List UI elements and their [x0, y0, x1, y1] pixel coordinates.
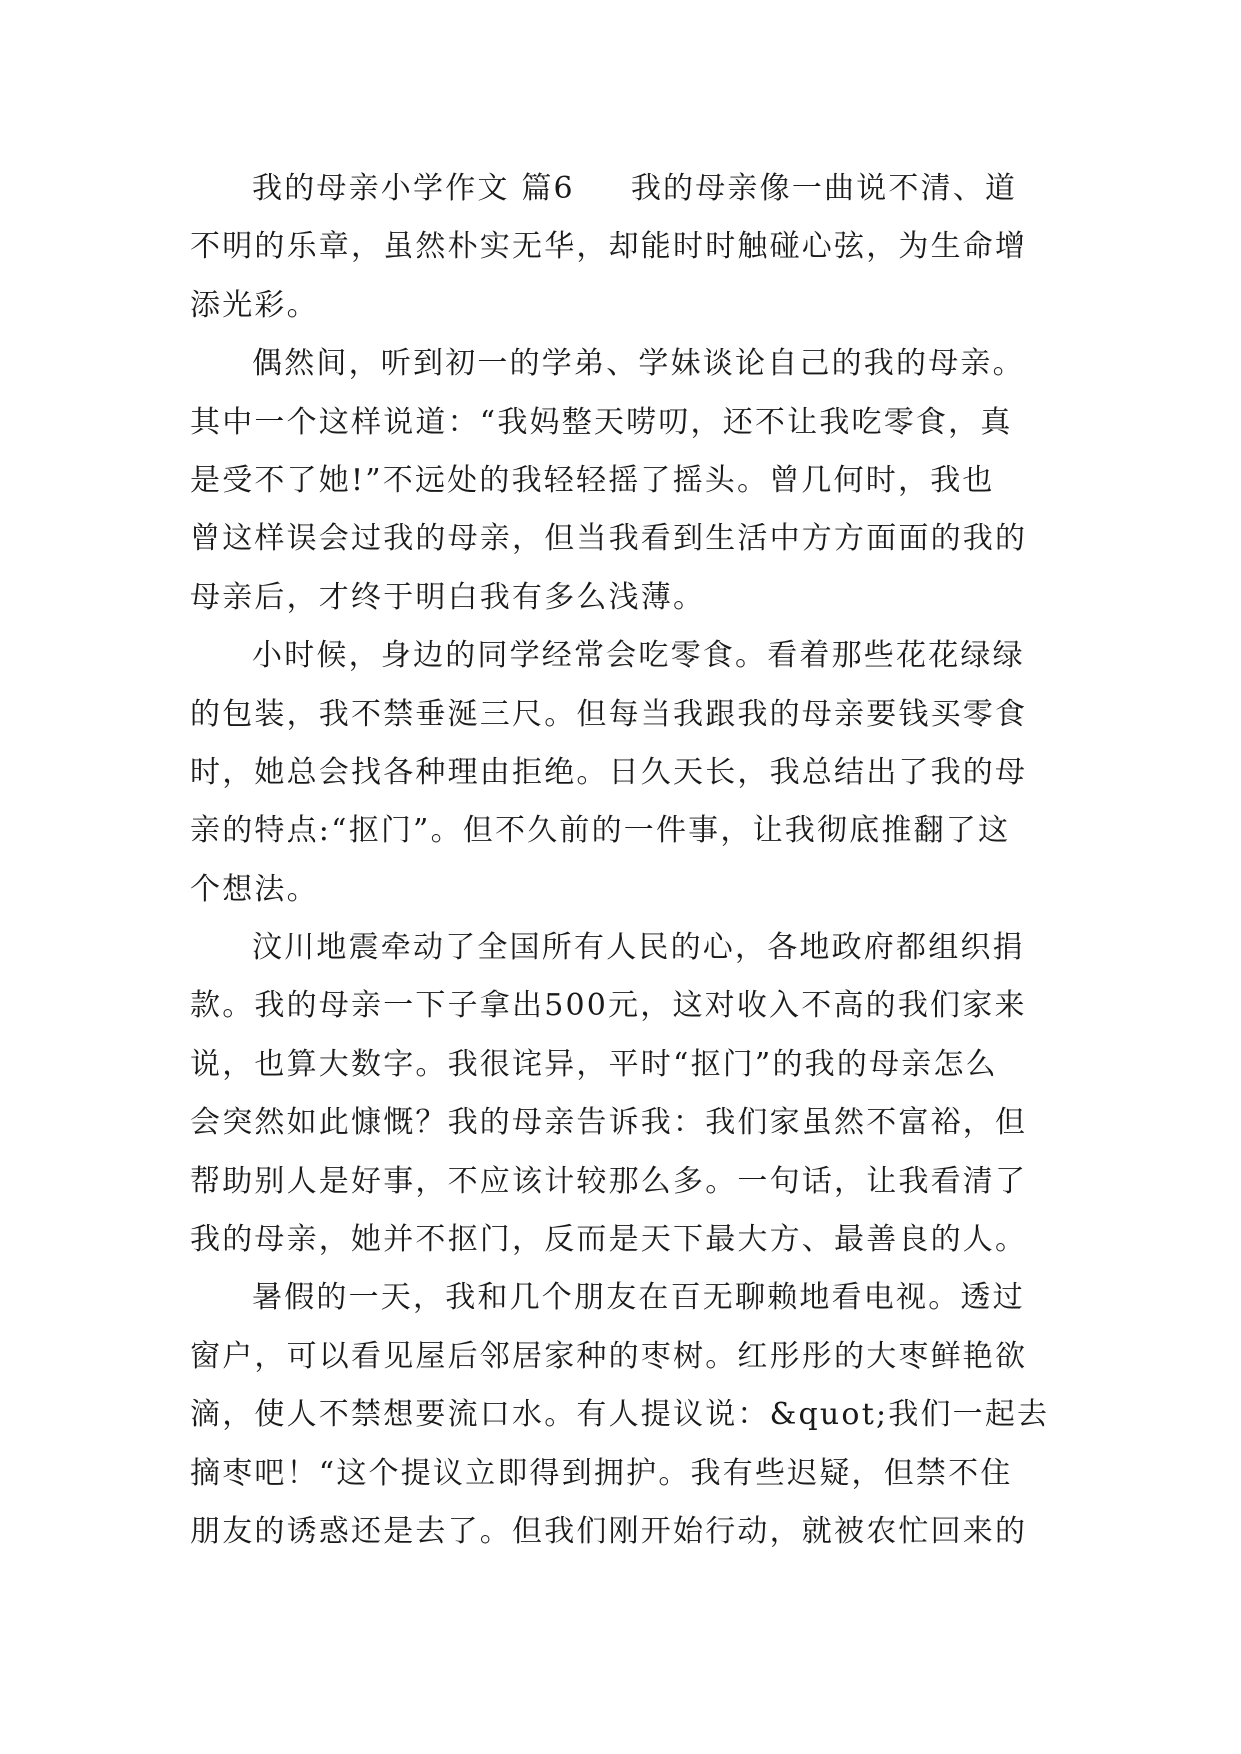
paragraph-line: 汶川地震牵动了全国所有人民的心，各地政府都组织捐 [252, 930, 1025, 966]
paragraph-line: 时，她总会找各种理由拒绝。日久天长，我总结出了我的母 [190, 754, 1028, 790]
essay-body [190, 160, 1060, 1561]
paragraph-line: 母亲后，才终于明白我有多么浅薄。 [190, 579, 706, 615]
paragraph-line: 滴，使人不禁想要流口水。有人提议说：&quot;我们一起去 [190, 1397, 1050, 1433]
paragraph-line: 偶然间，听到初一的学弟、学妹谈论自己的我的母亲。 [252, 346, 1025, 382]
paragraph-line: 帮助别人是好事，不应该计较那么多。一句话，让我看清了 [190, 1163, 1028, 1199]
paragraph-line: 是受不了她!”不远处的我轻轻摇了摇头。曾几何时，我也 [190, 462, 995, 498]
essay-title: 我的母亲小学作文 篇6 [252, 171, 575, 206]
paragraph-line: 窗户，可以看见屋后邻居家种的枣树。红彤彤的大枣鲜艳欲 [190, 1338, 1028, 1374]
paragraph-line: 会突然如此慷慨？我的母亲告诉我：我们家虽然不富裕，但 [190, 1105, 1028, 1141]
paragraph-line: 小时候，身边的同学经常会吃零食。看着那些花花绿绿 [252, 638, 1025, 674]
paragraph-line: 摘枣吧！“这个提议立即得到拥护。我有些迟疑，但禁不住 [190, 1455, 1013, 1491]
paragraph-line: 亲的特点:“抠门”。但不久前的一件事，让我彻底推翻了这 [190, 813, 1011, 849]
paragraph-line: 个想法。 [190, 871, 319, 907]
paragraph-line: 暑假的一天，我和几个朋友在百无聊赖地看电视。透过 [252, 1280, 1025, 1316]
paragraph-line: 朋友的诱惑还是去了。但我们刚开始行动，就被农忙回来的 [190, 1513, 1028, 1549]
paragraph-text: 我的母亲像一曲说不清、道 [630, 171, 1018, 206]
paragraph-line: 不明的乐章，虽然朴实无华，却能时时触碰心弦，为生命增 [190, 229, 1028, 265]
paragraph-line: 的包装，我不禁垂涎三尺。但每当我跟我的母亲要钱买零食 [190, 696, 1028, 732]
paragraph-line: 添光彩。 [190, 287, 319, 323]
paragraph-line: 款。我的母亲一下子拿出500元，这对收入不高的我们家来 [190, 988, 1027, 1024]
paragraph-line: 其中一个这样说道：“我妈整天唠叨，还不让我吃零食，真 [190, 404, 1013, 440]
paragraph-line: 曾这样误会过我的母亲，但当我看到生活中方方面面的我的 [190, 521, 1028, 557]
paragraph-line: 说，也算大数字。我很诧异，平时“抠门”的我的母亲怎么 [190, 1046, 998, 1082]
paragraph-line [190, 160, 1060, 218]
paragraph-line: 我的母亲，她并不抠门，反而是天下最大方、最善良的人。 [190, 1222, 1028, 1258]
